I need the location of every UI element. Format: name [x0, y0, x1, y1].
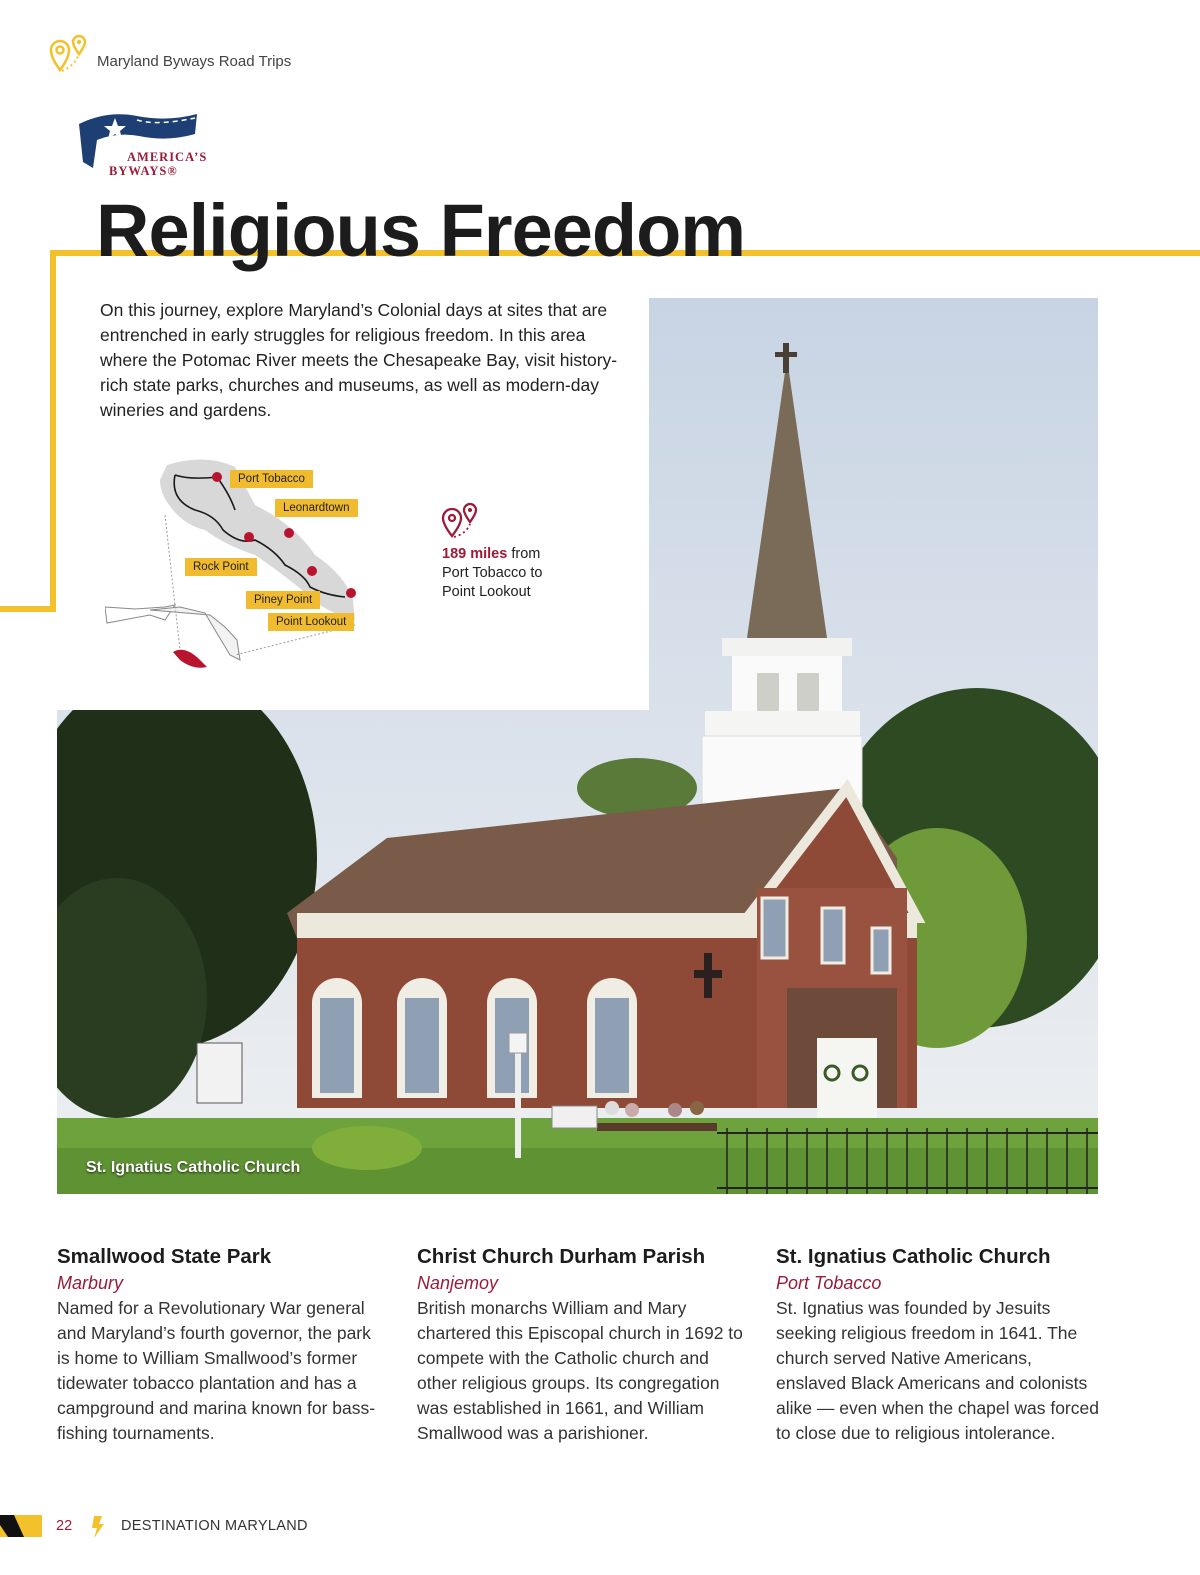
- frame-rule-left: [50, 250, 56, 612]
- site-description: Named for a Revolutionary War general and Maryland’s fourth governor, the park is home to William Smallwood’s former tidewater tobacco plantation and has a campground and marina known for bass-fishing tournaments.: [57, 1298, 376, 1443]
- route-end: Point Lookout: [442, 584, 531, 600]
- destination-maryland-mark-icon: [90, 1516, 108, 1538]
- map-label-port-tobacco: Port Tobacco: [230, 470, 313, 488]
- page-number: 22: [56, 1518, 73, 1534]
- route-miles: 189 miles: [442, 546, 508, 562]
- site-description: St. Ignatius was founded by Jesuits seeking religious freedom in 1641. The church served Native Americans, enslaved Black Americans and colonists alike — even when the chapel was forced to close due to religious intolerance.: [776, 1298, 1099, 1443]
- route-from-word: from: [511, 546, 541, 562]
- site-name: Smallwood State Park: [57, 1245, 272, 1268]
- route-to-word: to: [530, 565, 543, 581]
- site-name: St. Ignatius Catholic Church: [776, 1245, 1051, 1268]
- map-label-point-lookout: Point Lookout: [268, 613, 354, 631]
- intro-paragraph: On this journey, explore Maryland’s Colonial days at sites that are entrenched in early struggles for religious freedom. In this area where the Potomac River meets the Chesapeake Bay, visit history-rich state parks, churches and museums, as well as modern-day wineries and gardens.: [100, 300, 618, 420]
- map-label-piney-point: Piney Point: [246, 591, 320, 609]
- publication-name: DESTINATION MARYLAND: [121, 1518, 308, 1534]
- site-location: Port Tobacco: [776, 1273, 882, 1293]
- maryland-flag-icon: [0, 1515, 42, 1537]
- americas-byways-logo: [77, 106, 237, 182]
- page-title: Religious Freedom: [96, 189, 746, 272]
- photo-caption: St. Ignatius Catholic Church: [86, 1159, 301, 1176]
- running-title: Maryland Byways Road Trips: [97, 53, 292, 70]
- site-st-ignatius: [776, 1243, 1101, 1446]
- route-start: Port Tobacco: [442, 565, 527, 581]
- map-pins-icon: [48, 32, 90, 74]
- site-location: Marbury: [57, 1273, 124, 1293]
- route-pins-icon: [440, 500, 482, 540]
- site-smallwood: [57, 1243, 387, 1446]
- site-description: British monarchs William and Mary chartered this Episcopal church in 1692 to compete with the Catholic church and other religious groups. Its congregation was established in 1661, and William Smallwood was a parishioner.: [417, 1298, 743, 1443]
- map-label-rock-point: Rock Point: [185, 558, 257, 576]
- map-label-leonardtown: Leonardtown: [275, 499, 358, 517]
- route-distance: [442, 545, 543, 602]
- site-location: Nanjemoy: [417, 1273, 499, 1293]
- frame-rule-bottom: [0, 606, 56, 612]
- logo-text-byways: BYWAYS®: [109, 164, 178, 178]
- site-christ-church: [417, 1243, 747, 1446]
- route-map: [105, 455, 375, 680]
- site-name: Christ Church Durham Parish: [417, 1245, 706, 1268]
- logo-text-americas: AMERICA’S: [127, 150, 208, 164]
